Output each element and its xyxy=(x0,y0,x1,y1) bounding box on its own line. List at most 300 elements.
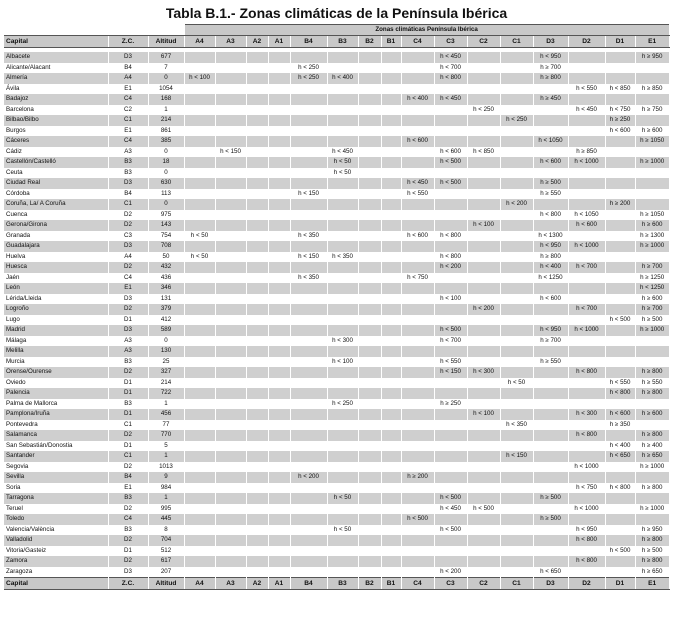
limit-cell-c4 xyxy=(401,220,434,231)
limit-cell-b3 xyxy=(327,189,358,200)
zone-cell: C1 xyxy=(108,451,148,462)
table-row xyxy=(4,105,669,116)
limit-cell-d3: h < 600 xyxy=(533,157,568,168)
limit-cell-a1 xyxy=(268,178,290,189)
limit-cell-a3 xyxy=(215,483,246,494)
limit-cell-c3 xyxy=(434,273,467,284)
limit-cell-c1 xyxy=(500,262,533,273)
limit-cell-c4 xyxy=(401,210,434,221)
limit-cell-c1: h < 250 xyxy=(500,115,533,126)
limit-cell-a3 xyxy=(215,115,246,126)
limit-cell-b4 xyxy=(290,367,327,378)
limit-cell-a2 xyxy=(246,220,268,231)
limit-cell-b3 xyxy=(327,283,358,294)
limit-cell-c2 xyxy=(467,430,500,441)
altitude-cell: 770 xyxy=(148,430,184,441)
limit-cell-b1 xyxy=(381,430,401,441)
zone-cell: D1 xyxy=(108,546,148,557)
limit-cell-b3: h < 450 xyxy=(327,147,358,158)
limit-cell-c2 xyxy=(467,525,500,536)
altitude-cell: 1054 xyxy=(148,84,184,95)
zone-cell: B3 xyxy=(108,493,148,504)
limit-cell-c3: h < 150 xyxy=(434,367,467,378)
limit-cell-d3: h ≥ 550 xyxy=(533,189,568,200)
limit-cell-a2 xyxy=(246,535,268,546)
limit-cell-b3: h < 50 xyxy=(327,168,358,179)
table-row xyxy=(4,94,669,105)
limit-cell-a4 xyxy=(184,178,215,189)
limit-cell-c2 xyxy=(467,535,500,546)
limit-cell-b1 xyxy=(381,273,401,284)
table-row xyxy=(4,346,669,357)
limit-cell-d1: h < 600 xyxy=(605,126,635,137)
altitude-cell: 1 xyxy=(148,451,184,462)
limit-cell-b4: h < 150 xyxy=(290,252,327,263)
limit-cell-a2 xyxy=(246,210,268,221)
limit-cell-c4 xyxy=(401,462,434,473)
limit-cell-b4 xyxy=(290,525,327,536)
altitude-cell: 1 xyxy=(148,493,184,504)
limit-cell-b1 xyxy=(381,199,401,210)
limit-cell-c4 xyxy=(401,115,434,126)
limit-cell-b3 xyxy=(327,52,358,63)
limit-cell-a2 xyxy=(246,315,268,326)
limit-cell-a4 xyxy=(184,378,215,389)
limit-cell-b2 xyxy=(358,367,381,378)
capital-cell: Palma de Mallorca xyxy=(4,399,108,410)
limit-cell-b1 xyxy=(381,94,401,105)
limit-cell-c4 xyxy=(401,409,434,420)
table-row xyxy=(4,273,669,284)
limit-cell-c3: h < 450 xyxy=(434,94,467,105)
limit-cell-a1 xyxy=(268,252,290,263)
limit-cell-d1: h ≥ 250 xyxy=(605,115,635,126)
limit-cell-c4 xyxy=(401,325,434,336)
limit-cell-c1 xyxy=(500,556,533,567)
altitude-cell: 327 xyxy=(148,367,184,378)
limit-cell-b3 xyxy=(327,430,358,441)
limit-cell-b1 xyxy=(381,136,401,147)
zone-cell: D2 xyxy=(108,210,148,221)
limit-cell-c4 xyxy=(401,126,434,137)
limit-cell-a3 xyxy=(215,378,246,389)
limit-cell-c3 xyxy=(434,115,467,126)
zone-cell: D2 xyxy=(108,504,148,515)
limit-cell-a2 xyxy=(246,399,268,410)
capital-cell: Santander xyxy=(4,451,108,462)
limit-cell-e1 xyxy=(635,493,669,504)
limit-cell-a3 xyxy=(215,136,246,147)
limit-cell-a4 xyxy=(184,525,215,536)
limit-cell-b4 xyxy=(290,430,327,441)
limit-cell-c3: h < 700 xyxy=(434,63,467,74)
limit-cell-a4 xyxy=(184,388,215,399)
limit-cell-c4 xyxy=(401,157,434,168)
limit-cell-a1 xyxy=(268,94,290,105)
limit-cell-c3 xyxy=(434,220,467,231)
limit-cell-a1 xyxy=(268,493,290,504)
limit-cell-c1 xyxy=(500,493,533,504)
limit-cell-d2 xyxy=(568,357,605,368)
zone-cell: D2 xyxy=(108,556,148,567)
limit-cell-b1 xyxy=(381,367,401,378)
limit-cell-b3 xyxy=(327,441,358,452)
limit-cell-b1 xyxy=(381,493,401,504)
limit-cell-c3 xyxy=(434,514,467,525)
zone-cell: B3 xyxy=(108,399,148,410)
limit-cell-a1 xyxy=(268,147,290,158)
limit-cell-b2 xyxy=(358,441,381,452)
limit-cell-c4 xyxy=(401,147,434,158)
limit-cell-c3 xyxy=(434,420,467,431)
zone-cell: D1 xyxy=(108,441,148,452)
altitude-cell: 113 xyxy=(148,189,184,200)
limit-cell-a1 xyxy=(268,157,290,168)
limit-cell-c3 xyxy=(434,556,467,567)
limit-cell-a1 xyxy=(268,441,290,452)
capital-cell: Tarragona xyxy=(4,493,108,504)
limit-cell-b4 xyxy=(290,147,327,158)
capital-cell: Ceuta xyxy=(4,168,108,179)
limit-cell-a2 xyxy=(246,115,268,126)
limit-cell-a4 xyxy=(184,136,215,147)
limit-cell-c4 xyxy=(401,441,434,452)
limit-cell-e1: h ≥ 1250 xyxy=(635,273,669,284)
limit-cell-e1: h ≥ 650 xyxy=(635,567,669,578)
limit-cell-d3 xyxy=(533,199,568,210)
limit-cell-d1 xyxy=(605,430,635,441)
table-row xyxy=(4,220,669,231)
limit-cell-b4 xyxy=(290,220,327,231)
limit-cell-b4 xyxy=(290,546,327,557)
zone-cell: E1 xyxy=(108,84,148,95)
limit-cell-c2 xyxy=(467,346,500,357)
limit-cell-a2 xyxy=(246,157,268,168)
limit-cell-b3 xyxy=(327,504,358,515)
capital-cell: Zaragoza xyxy=(4,567,108,578)
limit-cell-e1 xyxy=(635,178,669,189)
limit-cell-c2 xyxy=(467,556,500,567)
limit-cell-d2: h < 700 xyxy=(568,304,605,315)
limit-cell-a1 xyxy=(268,105,290,116)
limit-cell-a3 xyxy=(215,346,246,357)
zone-cell: B3 xyxy=(108,357,148,368)
column-header-d3: D3 xyxy=(533,36,568,48)
limit-cell-b1 xyxy=(381,472,401,483)
limit-cell-c3: h < 450 xyxy=(434,504,467,515)
capital-cell: Ciudad Real xyxy=(4,178,108,189)
limit-cell-a2 xyxy=(246,84,268,95)
zone-cell: D2 xyxy=(108,304,148,315)
limit-cell-a4 xyxy=(184,63,215,74)
limit-cell-d3 xyxy=(533,283,568,294)
limit-cell-a3 xyxy=(215,336,246,347)
limit-cell-a4 xyxy=(184,336,215,347)
limit-cell-b2 xyxy=(358,420,381,431)
limit-cell-a2 xyxy=(246,94,268,105)
limit-cell-c2 xyxy=(467,399,500,410)
limit-cell-c4 xyxy=(401,73,434,84)
limit-cell-d3: h ≥ 800 xyxy=(533,252,568,263)
limit-cell-b2 xyxy=(358,199,381,210)
limit-cell-a1 xyxy=(268,273,290,284)
limit-cell-b2 xyxy=(358,63,381,74)
limit-cell-a1 xyxy=(268,535,290,546)
limit-cell-b1 xyxy=(381,504,401,515)
limit-cell-a1 xyxy=(268,525,290,536)
limit-cell-b4 xyxy=(290,483,327,494)
limit-cell-a3 xyxy=(215,472,246,483)
limit-cell-c4 xyxy=(401,199,434,210)
limit-cell-a3 xyxy=(215,94,246,105)
limit-cell-b2 xyxy=(358,262,381,273)
footer-header-a1: A1 xyxy=(268,578,290,590)
limit-cell-c3: h < 200 xyxy=(434,262,467,273)
altitude-cell: 708 xyxy=(148,241,184,252)
limit-cell-d2 xyxy=(568,378,605,389)
limit-cell-a4 xyxy=(184,556,215,567)
altitude-cell: 456 xyxy=(148,409,184,420)
limit-cell-b2 xyxy=(358,283,381,294)
limit-cell-d2: h < 1050 xyxy=(568,210,605,221)
limit-cell-b4 xyxy=(290,94,327,105)
limit-cell-e1: h ≥ 1050 xyxy=(635,210,669,221)
limit-cell-a1 xyxy=(268,472,290,483)
capital-cell: Barcelona xyxy=(4,105,108,116)
zone-cell: E1 xyxy=(108,483,148,494)
limit-cell-a2 xyxy=(246,525,268,536)
zone-cell: A3 xyxy=(108,346,148,357)
zone-cell: B3 xyxy=(108,525,148,536)
limit-cell-e1: h ≥ 600 xyxy=(635,126,669,137)
zone-cell: C4 xyxy=(108,136,148,147)
limit-cell-b4 xyxy=(290,168,327,179)
limit-cell-d1: h < 800 xyxy=(605,483,635,494)
capital-cell: Córdoba xyxy=(4,189,108,200)
limit-cell-b3: h < 50 xyxy=(327,525,358,536)
limit-cell-b4: h < 150 xyxy=(290,189,327,200)
limit-cell-a2 xyxy=(246,294,268,305)
limit-cell-a1 xyxy=(268,304,290,315)
table-row xyxy=(4,546,669,557)
limit-cell-d3: h < 1250 xyxy=(533,273,568,284)
footer-header-capital: Capital xyxy=(4,578,108,590)
limit-cell-d3 xyxy=(533,346,568,357)
limit-cell-b1 xyxy=(381,252,401,263)
limit-cell-b1 xyxy=(381,567,401,578)
limit-cell-a2 xyxy=(246,283,268,294)
altitude-cell: 130 xyxy=(148,346,184,357)
limit-cell-e1: h ≥ 800 xyxy=(635,535,669,546)
limit-cell-a4 xyxy=(184,535,215,546)
limit-cell-d3 xyxy=(533,388,568,399)
limit-cell-a1 xyxy=(268,168,290,179)
table-row xyxy=(4,556,669,567)
limit-cell-d1 xyxy=(605,157,635,168)
table-row xyxy=(4,514,669,525)
altitude-cell: 0 xyxy=(148,73,184,84)
limit-cell-a1 xyxy=(268,378,290,389)
limit-cell-b3: h < 100 xyxy=(327,357,358,368)
limit-cell-a1 xyxy=(268,52,290,63)
limit-cell-a2 xyxy=(246,231,268,242)
limit-cell-b3 xyxy=(327,294,358,305)
column-header-b1: B1 xyxy=(381,36,401,48)
limit-cell-a2 xyxy=(246,472,268,483)
limit-cell-b1 xyxy=(381,399,401,410)
limit-cell-b1 xyxy=(381,441,401,452)
limit-cell-a3: h < 150 xyxy=(215,147,246,158)
limit-cell-c3 xyxy=(434,409,467,420)
limit-cell-a4 xyxy=(184,514,215,525)
limit-cell-a1 xyxy=(268,294,290,305)
limit-cell-c1: h < 50 xyxy=(500,378,533,389)
limit-cell-d2: h < 750 xyxy=(568,483,605,494)
limit-cell-a2 xyxy=(246,262,268,273)
limit-cell-b1 xyxy=(381,420,401,431)
limit-cell-d2 xyxy=(568,178,605,189)
limit-cell-d1: h < 850 xyxy=(605,84,635,95)
limit-cell-a4 xyxy=(184,399,215,410)
limit-cell-d1 xyxy=(605,178,635,189)
limit-cell-b3 xyxy=(327,136,358,147)
limit-cell-a3 xyxy=(215,462,246,473)
limit-cell-b2 xyxy=(358,168,381,179)
table-row xyxy=(4,294,669,305)
limit-cell-d3 xyxy=(533,105,568,116)
capital-cell: Málaga xyxy=(4,336,108,347)
limit-cell-a1 xyxy=(268,451,290,462)
limit-cell-d1 xyxy=(605,52,635,63)
limit-cell-d1: h < 600 xyxy=(605,409,635,420)
limit-cell-d1: h < 400 xyxy=(605,441,635,452)
limit-cell-b3 xyxy=(327,63,358,74)
limit-cell-c1 xyxy=(500,325,533,336)
limit-cell-a4: h < 50 xyxy=(184,231,215,242)
limit-cell-b2 xyxy=(358,493,381,504)
limit-cell-c3: h < 200 xyxy=(434,567,467,578)
limit-cell-d3: h ≥ 500 xyxy=(533,178,568,189)
limit-cell-c3 xyxy=(434,462,467,473)
limit-cell-b2 xyxy=(358,136,381,147)
limit-cell-b1 xyxy=(381,231,401,242)
limit-cell-a3 xyxy=(215,273,246,284)
limit-cell-c4 xyxy=(401,168,434,179)
limit-cell-b4 xyxy=(290,462,327,473)
limit-cell-a2 xyxy=(246,556,268,567)
limit-cell-b1 xyxy=(381,525,401,536)
limit-cell-a3 xyxy=(215,252,246,263)
limit-cell-b2 xyxy=(358,472,381,483)
limit-cell-e1: h ≥ 850 xyxy=(635,84,669,95)
limit-cell-a3 xyxy=(215,231,246,242)
limit-cell-b1 xyxy=(381,514,401,525)
limit-cell-d1 xyxy=(605,294,635,305)
limit-cell-a3 xyxy=(215,315,246,326)
limit-cell-c2 xyxy=(467,483,500,494)
limit-cell-a4 xyxy=(184,493,215,504)
limit-cell-d2: h < 700 xyxy=(568,262,605,273)
limit-cell-d3 xyxy=(533,220,568,231)
limit-cell-d3 xyxy=(533,304,568,315)
footer-header-c2: C2 xyxy=(467,578,500,590)
limit-cell-d1 xyxy=(605,336,635,347)
limit-cell-a2 xyxy=(246,126,268,137)
capital-cell: Huelva xyxy=(4,252,108,263)
altitude-cell: 214 xyxy=(148,378,184,389)
limit-cell-a4 xyxy=(184,126,215,137)
limit-cell-a2 xyxy=(246,430,268,441)
limit-cell-d2 xyxy=(568,252,605,263)
limit-cell-e1 xyxy=(635,514,669,525)
limit-cell-c1 xyxy=(500,430,533,441)
footer-header-zc: Z.C. xyxy=(108,578,148,590)
limit-cell-e1: h ≥ 700 xyxy=(635,262,669,273)
limit-cell-b4 xyxy=(290,399,327,410)
limit-cell-a4 xyxy=(184,189,215,200)
limit-cell-c4 xyxy=(401,504,434,515)
limit-cell-a1 xyxy=(268,262,290,273)
limit-cell-c3 xyxy=(434,304,467,315)
limit-cell-a4 xyxy=(184,367,215,378)
column-header-c1: C1 xyxy=(500,36,533,48)
limit-cell-b3 xyxy=(327,325,358,336)
limit-cell-a4 xyxy=(184,420,215,431)
table-row xyxy=(4,157,669,168)
limit-cell-d1 xyxy=(605,189,635,200)
limit-cell-d1: h < 500 xyxy=(605,315,635,326)
altitude-cell: 1 xyxy=(148,399,184,410)
limit-cell-d2: h < 800 xyxy=(568,367,605,378)
limit-cell-c4 xyxy=(401,546,434,557)
limit-cell-a1 xyxy=(268,556,290,567)
capital-cell: Guadalajara xyxy=(4,241,108,252)
capital-cell: Logroño xyxy=(4,304,108,315)
limit-cell-c4: h < 600 xyxy=(401,136,434,147)
footer-header-b4: B4 xyxy=(290,578,327,590)
limit-cell-a3 xyxy=(215,52,246,63)
limit-cell-b1 xyxy=(381,336,401,347)
limit-cell-c3 xyxy=(434,472,467,483)
limit-cell-d3 xyxy=(533,441,568,452)
limit-cell-d2: h < 800 xyxy=(568,430,605,441)
limit-cell-d3 xyxy=(533,504,568,515)
limit-cell-c4 xyxy=(401,556,434,567)
limit-cell-a3 xyxy=(215,504,246,515)
limit-cell-c1 xyxy=(500,231,533,242)
limit-cell-e1 xyxy=(635,420,669,431)
limit-cell-a3 xyxy=(215,525,246,536)
limit-cell-b4: h < 350 xyxy=(290,273,327,284)
limit-cell-c2 xyxy=(467,567,500,578)
limit-cell-c2 xyxy=(467,325,500,336)
zone-cell: D1 xyxy=(108,388,148,399)
footer-header-d2: D2 xyxy=(568,578,605,590)
limit-cell-a3 xyxy=(215,220,246,231)
limit-cell-c3: h < 500 xyxy=(434,157,467,168)
limit-cell-a4 xyxy=(184,157,215,168)
limit-cell-b2 xyxy=(358,514,381,525)
capital-cell: Coruña, La/ A Coruña xyxy=(4,199,108,210)
limit-cell-d2: h < 550 xyxy=(568,84,605,95)
limit-cell-b1 xyxy=(381,556,401,567)
limit-cell-a3 xyxy=(215,84,246,95)
limit-cell-a4 xyxy=(184,115,215,126)
limit-cell-a2 xyxy=(246,483,268,494)
limit-cell-d1 xyxy=(605,231,635,242)
altitude-cell: 984 xyxy=(148,483,184,494)
limit-cell-c3: h < 800 xyxy=(434,231,467,242)
